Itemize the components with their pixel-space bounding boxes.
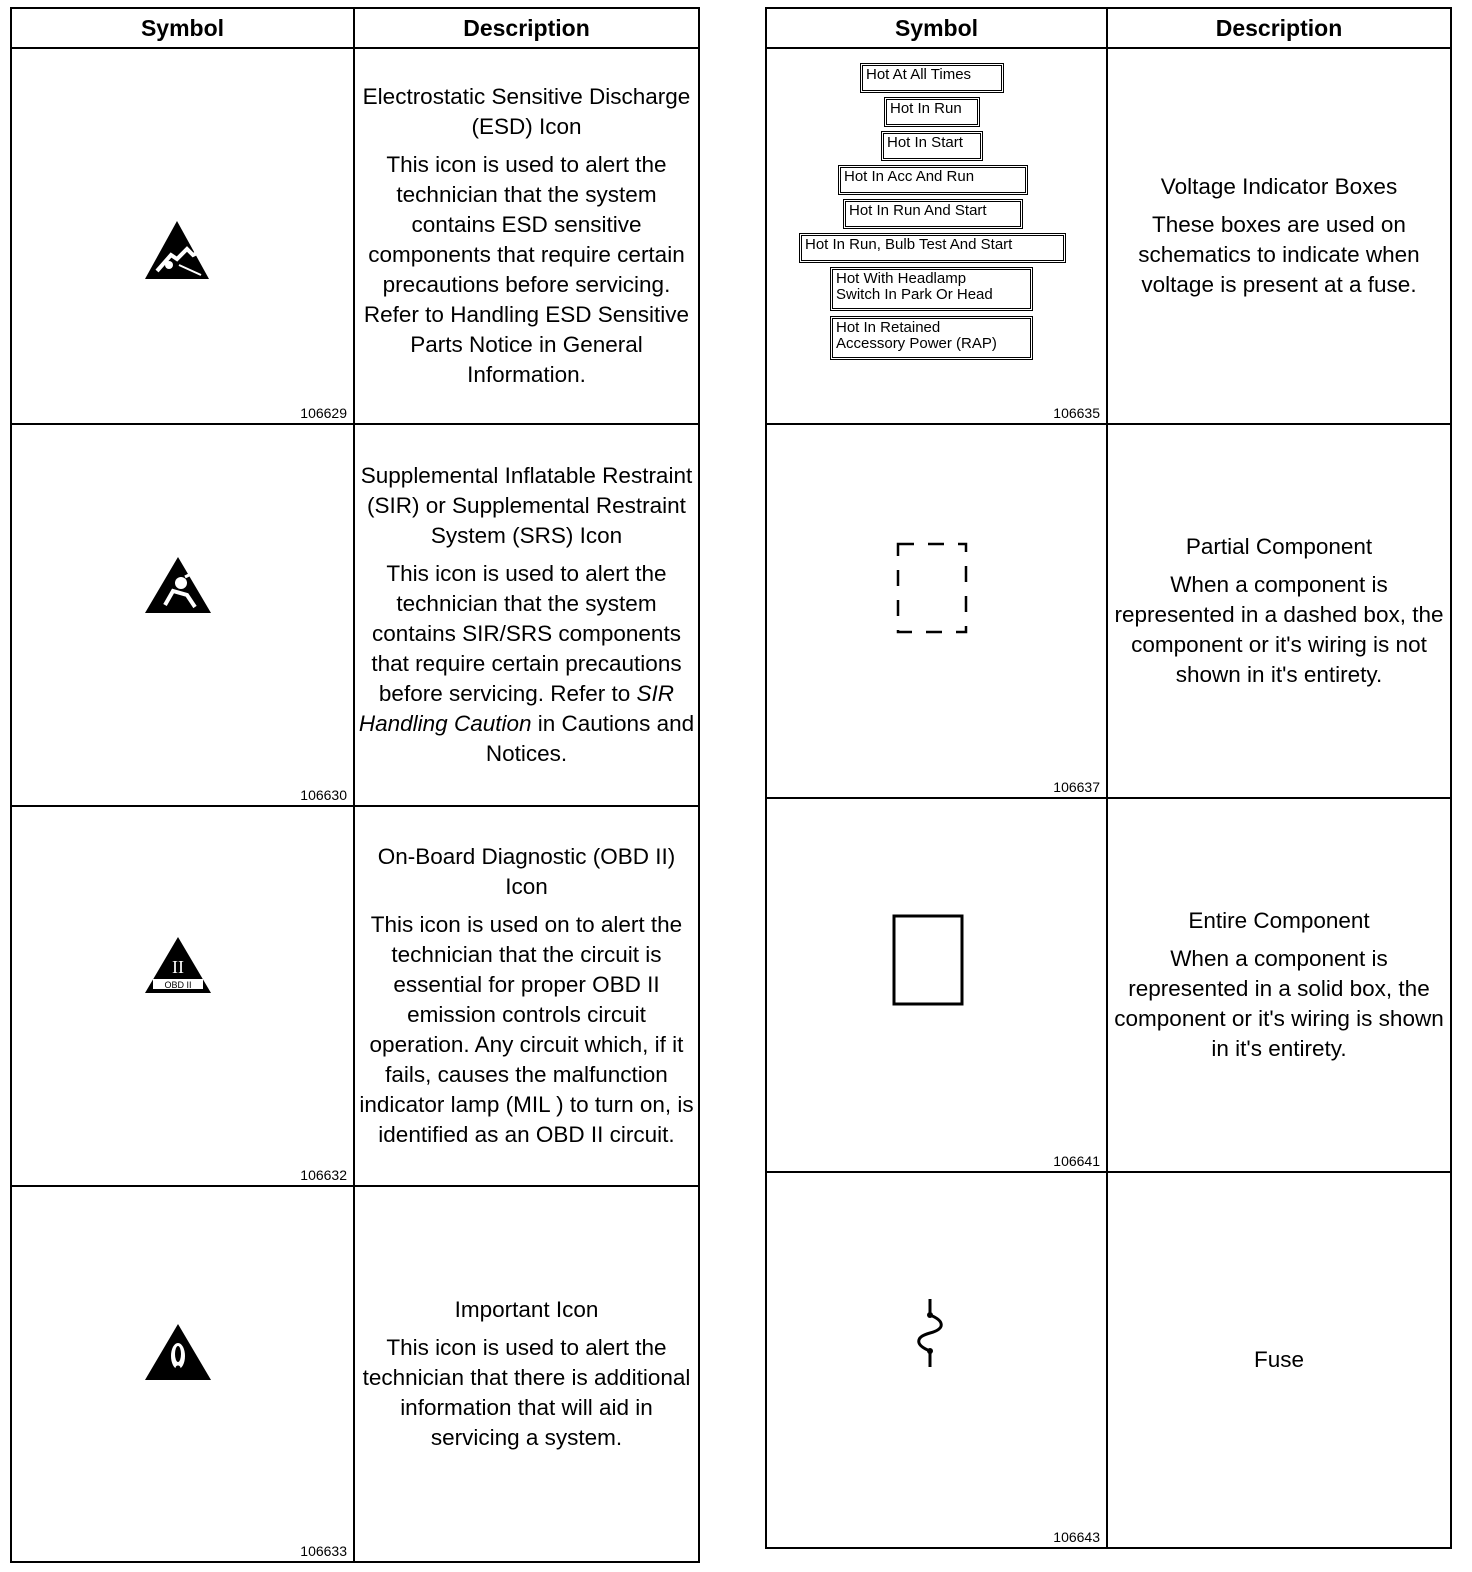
table-row — [766, 424, 1451, 798]
voltage-box-line: Accessory Power (RAP) — [836, 335, 997, 352]
voltage-box: Hot In Run And Start — [843, 199, 1023, 229]
description-body: This icon is used to alert the technician that there is additional information that will aid in servicing a system. — [362, 1335, 691, 1450]
table-header-row — [11, 8, 699, 48]
symbol-column-header: Symbol — [11, 8, 354, 48]
description-title: Supplemental Inflatable Restraint (SIR) or Supplemental Restraint System (SRS) Icon — [360, 463, 693, 548]
table-row — [11, 1186, 699, 1562]
esd-triangle-icon — [143, 219, 211, 281]
description-cell — [354, 424, 699, 806]
table-row — [766, 48, 1451, 424]
table-row — [11, 424, 699, 806]
description-cell — [1107, 798, 1451, 1172]
obd-triangle-icon — [143, 935, 213, 997]
symbol-cell — [766, 798, 1107, 1172]
symbol-cell — [766, 1172, 1107, 1548]
obd-label: OBD II — [164, 980, 192, 990]
figure-number: 106635 — [1053, 405, 1100, 421]
voltage-box-line: Hot With Headlamp — [836, 270, 967, 287]
description-body — [355, 559, 698, 769]
figure-number: 106641 — [1053, 1153, 1100, 1169]
fuse-icon — [915, 1297, 945, 1369]
figure-number: 106629 — [300, 405, 347, 421]
sir-triangle-icon — [143, 555, 213, 615]
description-title: Partial Component — [1185, 534, 1373, 559]
voltage-box: Hot In Run — [884, 97, 980, 127]
figure-number: 106643 — [1053, 1529, 1100, 1545]
description-cell — [354, 806, 699, 1186]
figure-number: 106630 — [300, 787, 347, 803]
description-text: in Cautions and Notices. — [485, 711, 695, 766]
table-header-row — [766, 8, 1451, 48]
voltage-box: Hot In Acc And Run — [838, 165, 1028, 195]
figure-number: 106637 — [1053, 779, 1100, 795]
voltage-box-line: Hot In Retained — [836, 319, 941, 336]
description-cell — [354, 48, 699, 424]
symbol-cell — [11, 48, 354, 424]
important-triangle-icon — [143, 1322, 213, 1384]
description-body: This icon is used on to alert the technician that the circuit is essential for proper OBD II emission controls circuit operation. Any circuit which, if it fails, causes the malfunction indicator lamp (MIL ) to turn on, is identified as an OBD II circuit. — [359, 912, 694, 1147]
table-row — [11, 806, 699, 1186]
voltage-box-line: Switch In Park Or Head — [836, 286, 993, 303]
description-title: Entire Component — [1188, 908, 1370, 933]
voltage-box — [830, 267, 1033, 311]
description-title: Electrostatic Sensitive Discharge (ESD) Icon — [362, 84, 691, 139]
table-row — [766, 798, 1451, 1172]
voltage-box: Hot At All Times — [860, 63, 1004, 93]
figure-number: 106633 — [300, 1543, 347, 1559]
description-cell — [1107, 1172, 1451, 1548]
description-title: On-Board Diagnostic (OBD II) Icon — [377, 844, 676, 899]
voltage-box: Hot In Start — [881, 131, 983, 161]
table-row — [11, 48, 699, 424]
description-cell — [354, 1186, 699, 1562]
description-text: This icon is used to alert the technician that the system contains SIR/SRS components that require certain precautions before servicing. Refer to — [371, 561, 682, 706]
caution-reference: SIR Handling Caution — [358, 681, 675, 736]
symbol-cell — [766, 424, 1107, 798]
description-cell — [1107, 48, 1451, 424]
figure-number: 106632 — [300, 1167, 347, 1183]
description-body: These boxes are used on schematics to indicate when voltage is present at a fuse. — [1138, 212, 1420, 297]
description-title: Voltage Indicator Boxes — [1160, 174, 1398, 199]
solid-box-icon — [892, 914, 964, 1006]
voltage-box — [830, 316, 1033, 360]
description-body: When a component is represented in a dashed box, the component or it's wiring is not shown in it's entirety. — [1114, 572, 1444, 687]
obd-numeral: II — [172, 957, 184, 977]
description-body: When a component is represented in a solid box, the component or it's wiring is shown in it's entirety. — [1114, 946, 1444, 1061]
symbol-cell — [766, 48, 1107, 424]
voltage-box: Hot In Run, Bulb Test And Start — [799, 233, 1066, 263]
description-column-header: Description — [1107, 8, 1451, 48]
description-title: Important Icon — [454, 1297, 599, 1322]
dashed-box-icon — [895, 541, 969, 635]
description-body: This icon is used to alert the technician that the system contains ESD sensitive components that require certain precautions before servicing. Refer to Handling ESD Sensitive Parts Notice in General Information. — [363, 152, 690, 387]
description-column-header: Description — [354, 8, 699, 48]
symbol-table-left — [10, 7, 700, 1563]
description-cell — [1107, 424, 1451, 798]
symbol-table-right — [765, 7, 1452, 1549]
symbol-column-header: Symbol — [766, 8, 1107, 48]
symbol-cell — [11, 424, 354, 806]
symbol-cell — [11, 1186, 354, 1562]
table-row — [766, 1172, 1451, 1548]
description-title: Fuse — [1253, 1347, 1305, 1372]
symbol-cell — [11, 806, 354, 1186]
